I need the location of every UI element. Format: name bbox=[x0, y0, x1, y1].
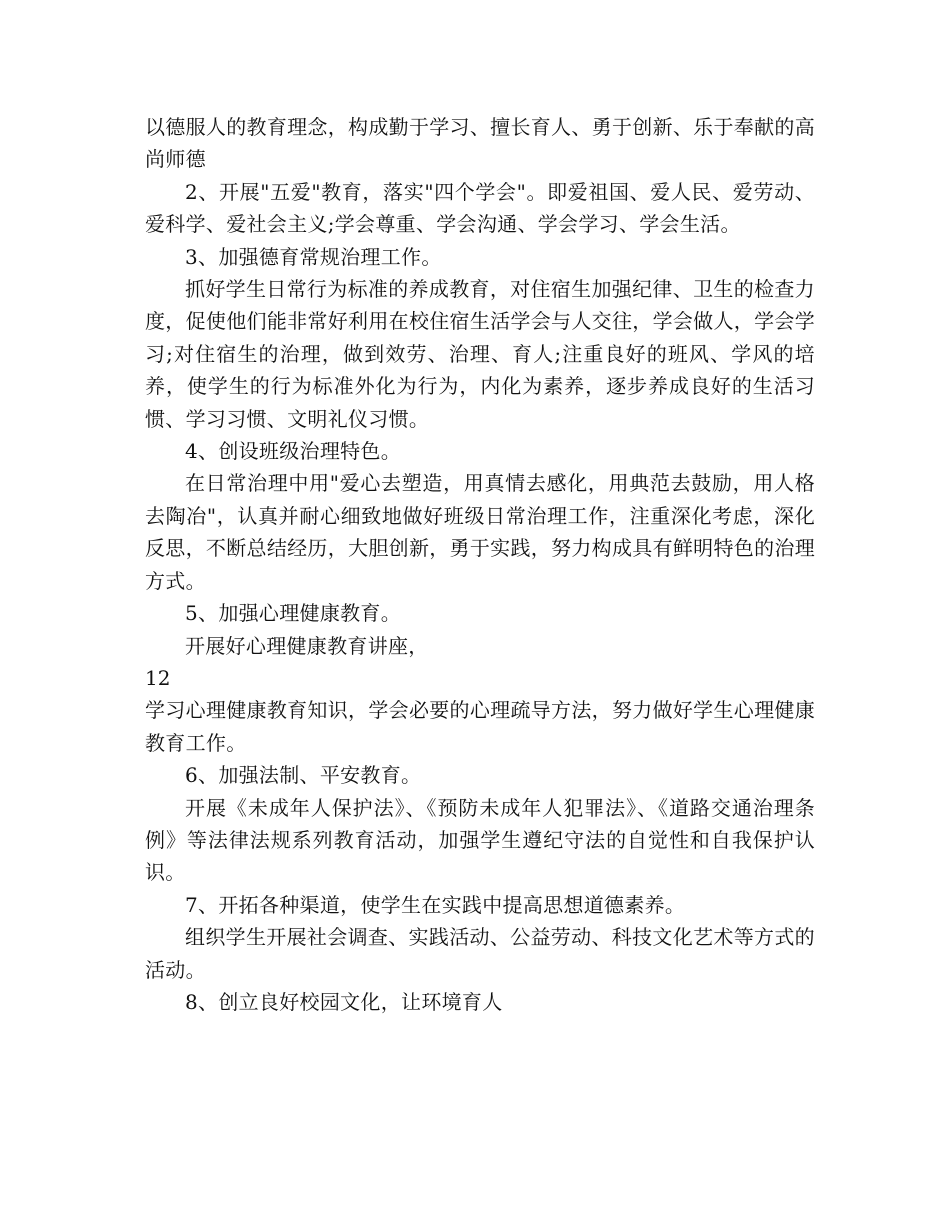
paragraph-7-heading: 5、加强心理健康教育。 bbox=[185, 601, 402, 626]
paragraph-10-heading: 6、加强法制、平安教育。 bbox=[185, 763, 422, 788]
paragraph-5-heading: 4、创设班级治理特色。 bbox=[185, 439, 402, 464]
paragraph-4: 抓好学生日常行为标准的养成教育，对住宿生加强纪律、卫生的检查力度，促使他们能非常好利用在校住宿生活学会与人交往，学会做人，学会学习;对住宿生的治理，做到效劳、治理、育人;注重良好的班风、学风的培养，使学生的行为标准外化为行为，内化为素养，逐步养成良好的生活习惯、学习习惯、文明礼仪习惯。 bbox=[145, 277, 815, 431]
paragraph-3-heading: 3、加强德育常规治理工作。 bbox=[185, 244, 442, 269]
document-page bbox=[145, 111, 815, 1018]
paragraph-13: 组织学生开展社会调查、实践活动、公益劳动、科技文化艺术等方式的活动。 bbox=[145, 925, 815, 982]
paragraph-9: 学习心理健康教育知识，学会必要的心理疏导方法，努力做好学生心理健康教育工作。 bbox=[145, 698, 815, 755]
paragraph-2: 2、开展"五爱"教育，落实"四个学会"。即爱祖国、爱人民、爱劳动、爱科学、爱社会主义;学会尊重、学会沟通、学会学习、学会生活。 bbox=[145, 179, 815, 237]
page-number: 12 bbox=[145, 665, 171, 690]
paragraph-1: 以德服人的教育理念，构成勤于学习、擅长育人、勇于创新、乐于奉献的高尚师德 bbox=[145, 115, 815, 172]
paragraph-11: 开展《未成年人保护法》、《预防未成年人犯罪法》、《道路交通治理条例》等法律法规系列教育活动，加强学生遵纪守法的自觉性和自我保护认识。 bbox=[145, 795, 815, 885]
paragraph-14-heading: 8、创立良好校园文化，让环境育人 bbox=[185, 989, 503, 1014]
paragraph-6: 在日常治理中用"爱心去塑造，用真情去感化，用典范去鼓励，用人格去陶冶"，认真并耐心细致地做好班级日常治理工作，注重深化考虑，深化反思，不断总结经历，大胆创新，勇于实践，努力构成具有鲜明特色的治理方式。 bbox=[145, 471, 815, 593]
paragraph-12-heading: 7、开拓各种渠道，使学生在实践中提高思想道德素养。 bbox=[185, 892, 686, 917]
paragraph-8: 开展好心理健康教育讲座， bbox=[185, 633, 429, 658]
